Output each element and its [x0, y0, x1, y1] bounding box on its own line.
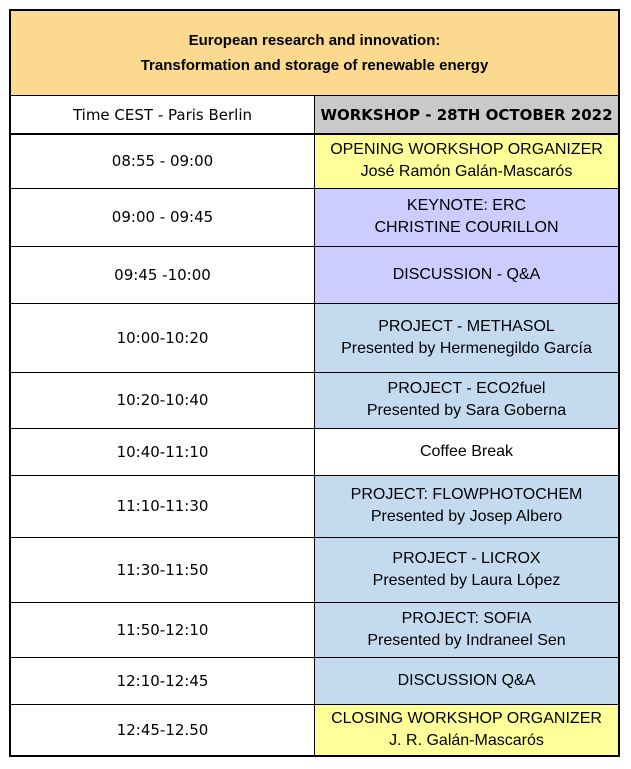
time-cell: 10:40-11:10: [10, 428, 315, 475]
table-row: [10, 134, 619, 188]
title-line-2: Transformation and storage of renewable energy: [140, 57, 489, 74]
event-title: OPENING WORKSHOP ORGANIZER: [330, 141, 603, 159]
event-title: PROJECT: FLOWPHOTOCHEM: [350, 486, 583, 503]
event-subtitle: José Ramón Galán-Mascarós: [360, 163, 573, 181]
table-row: [10, 657, 619, 704]
event-title: DISCUSSION - Q&A: [392, 265, 541, 283]
time-cell: 10:20-10:40: [10, 372, 315, 428]
event-cell-keynote: [315, 188, 620, 246]
title-line-1: European research and innovation:: [188, 32, 441, 49]
table-row: [10, 428, 619, 475]
time-cell: 08:55 - 09:00: [10, 134, 315, 188]
workshop-column-header: WORKSHOP - 28TH OCTOBER 2022: [315, 96, 620, 135]
agenda-title: [10, 10, 619, 96]
event-subtitle: Presented by Indraneel Sen: [367, 631, 566, 649]
event-cell-discussion: [315, 246, 620, 303]
event-subtitle: Presented by Sara Goberna: [366, 402, 567, 419]
event-cell-opening: [315, 134, 620, 188]
time-cell: 11:10-11:30: [10, 475, 315, 537]
table-row: [10, 537, 619, 602]
event-title: PROJECT: SOFIA: [401, 609, 532, 627]
event-title: KEYNOTE: ERC: [406, 197, 527, 214]
event-cell-flowphotochem: [315, 475, 620, 537]
event-cell-methasol: [315, 303, 620, 372]
table-row: [10, 188, 619, 246]
time-cell: 09:45 -10:00: [10, 246, 315, 303]
time-cell: 11:50-12:10: [10, 602, 315, 657]
event-subtitle: J. R. Galán-Mascarós: [389, 731, 544, 749]
time-cell: 11:30-11:50: [10, 537, 315, 602]
event-title: CLOSING WORKSHOP ORGANIZER: [331, 709, 602, 727]
event-cell-sofia: [315, 602, 620, 657]
agenda-table: [9, 9, 620, 757]
table-row: [10, 704, 619, 756]
table-row: [10, 372, 619, 428]
event-title: DISCUSSION Q&A: [397, 671, 536, 689]
table-row: [10, 246, 619, 303]
table-row: [10, 602, 619, 657]
event-cell-discussion-2: [315, 657, 620, 704]
event-title: PROJECT - METHASOL: [378, 317, 555, 335]
event-subtitle: Presented by Hermenegildo García: [341, 339, 592, 357]
title-row: [10, 10, 619, 96]
header-row: [10, 96, 619, 135]
event-cell-closing: [315, 704, 620, 756]
time-cell: 12:10-12:45: [10, 657, 315, 704]
event-cell-coffee-break: [315, 428, 620, 475]
event-title: PROJECT - ECO2fuel: [387, 380, 546, 397]
event-title: PROJECT - LICROX: [392, 549, 541, 567]
event-cell-eco2fuel: [315, 372, 620, 428]
event-subtitle: Presented by Laura López: [372, 571, 561, 589]
event-subtitle: CHRISTINE COURILLON: [374, 219, 559, 236]
event-title: Coffee Break: [419, 442, 514, 460]
time-cell: 10:00-10:20: [10, 303, 315, 372]
event-cell-licrox: [315, 537, 620, 602]
time-cell: 12:45-12.50: [10, 704, 315, 756]
time-column-header: Time CEST - Paris Berlin: [10, 96, 315, 135]
table-row: [10, 475, 619, 537]
time-cell: 09:00 - 09:45: [10, 188, 315, 246]
table-row: [10, 303, 619, 372]
event-subtitle: Presented by Josep Albero: [370, 508, 563, 525]
